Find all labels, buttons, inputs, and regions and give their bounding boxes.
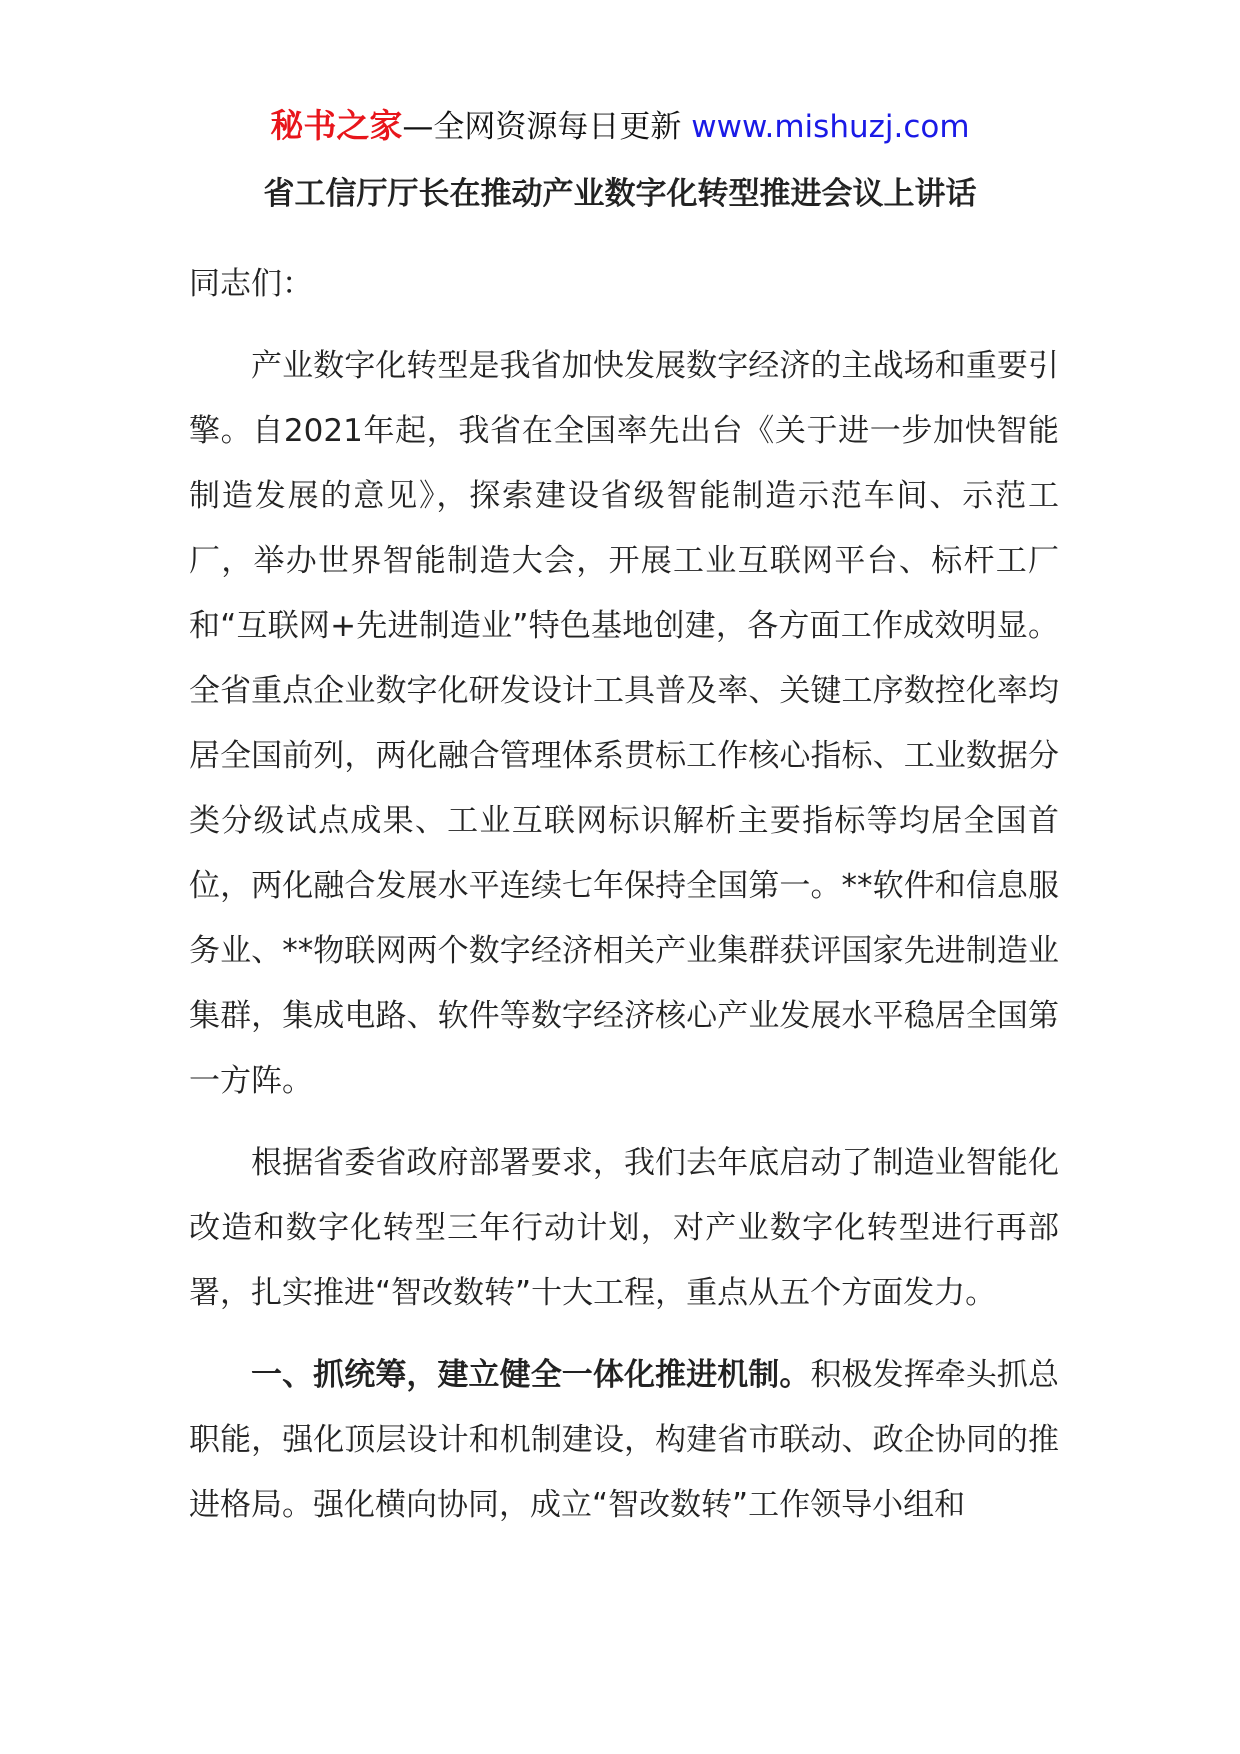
paragraph-3 — [189, 1343, 1059, 1538]
banner-slogan: —全网资源每日更新 — [402, 109, 692, 145]
paragraph-1 — [189, 334, 1059, 1114]
salutation: 同志们： — [189, 266, 313, 302]
document-title: 省工信厅厅长在推动产业数字化转型推进会议上讲话 — [263, 176, 977, 212]
section-heading-1: 一、抓统筹，建立健全一体化推进机制。 — [251, 1357, 811, 1393]
paragraph-2-text: 根据省委省政府部署要求，我们去年底启动了制造业智能化改造和数字化转型三年行动计划，对产业数字化转型进行再部署，扎实推进“智改数转”十大工程，重点从五个方面发力。 — [189, 1145, 1059, 1311]
site-banner — [0, 100, 1240, 153]
site-url: www.mishuzj.com — [691, 109, 970, 145]
paragraph-1-text: 产业数字化转型是我省加快发展数字经济的主战场和重要引擎。自2021年起，我省在全国率先出台《关于进一步加快智能制造发展的意见》，探索建设省级智能制造示范车间、示范工厂，举办世界智能制造大会，开展工业互联网平台、标杆工厂和“互联网+先进制造业”特色基地创建，各方面工作成效明显。全省重点企业数字化研发设计工具普及率、关键工序数控化率均居全国前列，两化融合管理体系贯标工作核心指标、工业数据分类分级试点成果、工业互联网标识解析主要指标等均居全国首位，两化融合发展水平连续七年保持全国第一。**软件和信息服务业、**物联网两个数字经济相关产业集群获评国家先进制造业集群，集成电路、软件等数字经济核心产业发展水平稳居全国第一方阵。 — [189, 348, 1059, 1099]
paragraph-2 — [189, 1131, 1059, 1326]
brand-name: 秘书之家 — [270, 106, 403, 145]
document-body — [189, 252, 1059, 1555]
paragraph-3-text: 积极发挥牵头抓总职能，强化顶层设计和机制建设，构建省市联动、政企协同的推进格局。强化横向协同，成立“智改数转”工作领导小组和 — [189, 1357, 1060, 1523]
